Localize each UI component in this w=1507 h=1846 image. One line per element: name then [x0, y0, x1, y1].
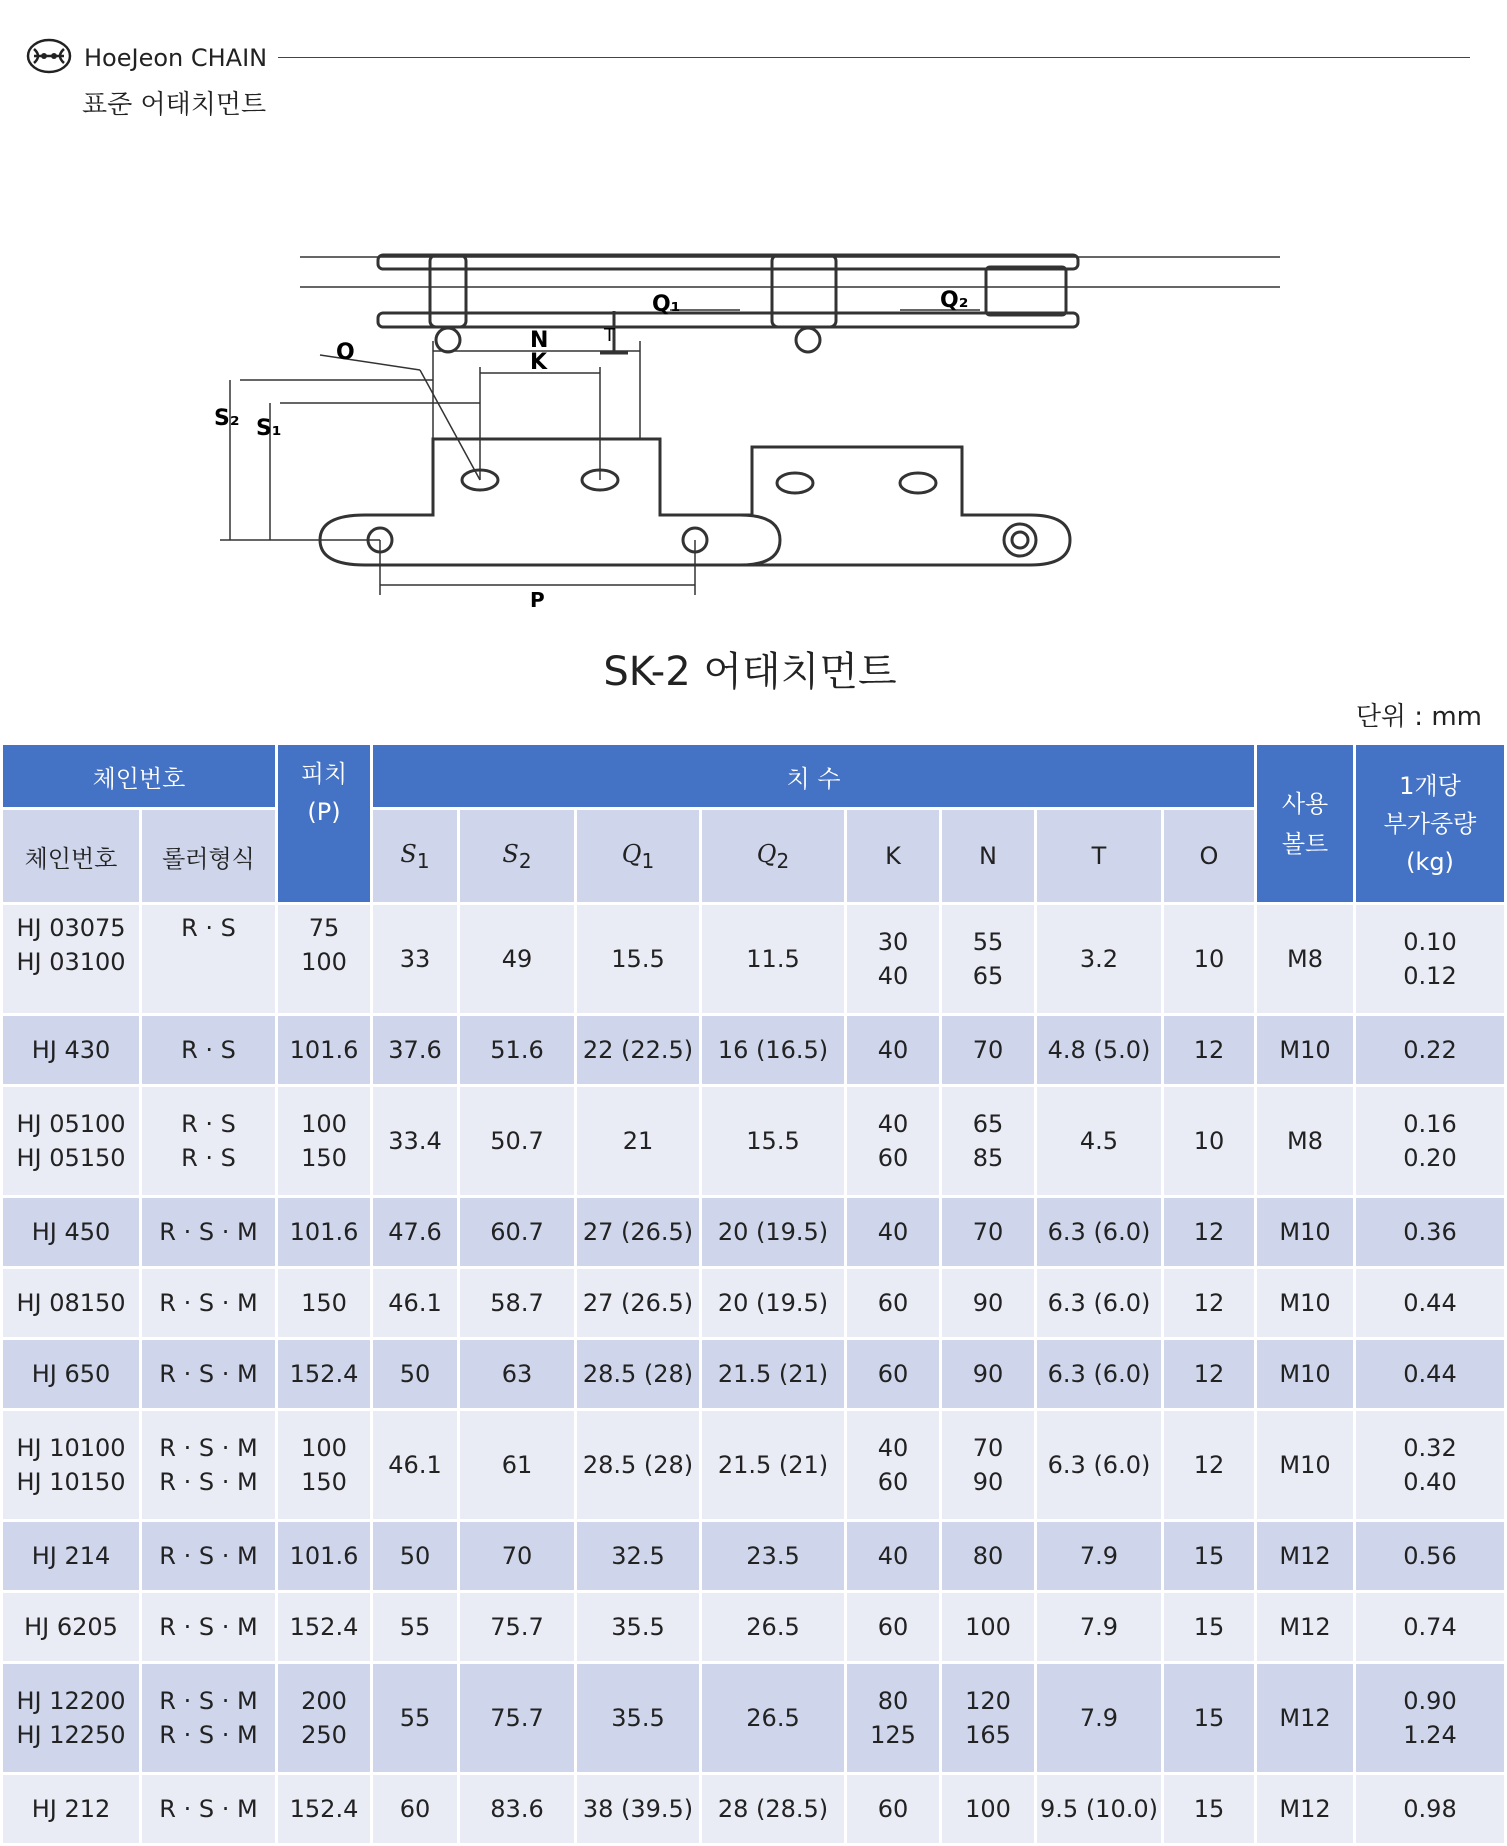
cell-weight: 0.56 — [1356, 1522, 1504, 1590]
cell-bolt: M8 — [1257, 1087, 1353, 1195]
header-bolt: 사용 볼트 — [1257, 745, 1353, 902]
cell-q2: 15.5 — [702, 1087, 844, 1195]
unit-label: 단위 : mm — [1355, 702, 1482, 732]
cell-q1: 28.5 (28) — [577, 1340, 699, 1408]
header-k: K — [847, 810, 939, 902]
label-q1: Q₁ — [652, 292, 681, 317]
cell-q1: 15.5 — [577, 905, 699, 1013]
cell-s2: 61 — [460, 1411, 574, 1519]
table-row — [3, 1269, 1504, 1337]
cell-k: 40 — [847, 1522, 939, 1590]
header-q2-sub: 2 — [776, 848, 790, 873]
cell-bolt: M10 — [1257, 1016, 1353, 1084]
cell-q1: 21 — [577, 1087, 699, 1195]
cell-weight: 0.44 — [1356, 1269, 1504, 1337]
cell-q2: 26.5 — [702, 1664, 844, 1772]
table-row — [3, 1087, 1504, 1195]
cell-weight: 0.74 — [1356, 1593, 1504, 1661]
cell-roller: R · S · M — [142, 1593, 275, 1661]
header-s1 — [373, 810, 457, 902]
cell-pitch: 152.4 — [278, 1340, 370, 1408]
cell-bolt: M12 — [1257, 1522, 1353, 1590]
cell-chain: HJ 05100 HJ 05150 — [3, 1087, 139, 1195]
cell-chain: HJ 650 — [3, 1340, 139, 1408]
cell-pitch: 100 150 — [278, 1087, 370, 1195]
cell-q2: 16 (16.5) — [702, 1016, 844, 1084]
header-n: N — [942, 810, 1034, 902]
header-weight: 1개당 부가중량 (kg) — [1356, 745, 1504, 902]
cell-bolt: M12 — [1257, 1593, 1353, 1661]
cell-roller: R · S · M R · S · M — [142, 1411, 275, 1519]
cell-k: 40 60 — [847, 1411, 939, 1519]
cell-t: 4.5 — [1037, 1087, 1161, 1195]
cell-roller: R · S · M — [142, 1775, 275, 1843]
cell-k: 40 60 — [847, 1087, 939, 1195]
cell-weight: 0.90 1.24 — [1356, 1664, 1504, 1772]
cell-roller: R · S · M — [142, 1269, 275, 1337]
header-q1-label: Q — [621, 839, 642, 868]
cell-chain: HJ 10100 HJ 10150 — [3, 1411, 139, 1519]
cell-n: 90 — [942, 1340, 1034, 1408]
cell-o: 12 — [1164, 1269, 1254, 1337]
cell-s1: 47.6 — [373, 1198, 457, 1266]
spec-table-body — [3, 905, 1504, 1843]
cell-t: 3.2 — [1037, 905, 1161, 1013]
table-row — [3, 1664, 1504, 1772]
cell-q2: 21.5 (21) — [702, 1411, 844, 1519]
spec-table — [0, 742, 1507, 1846]
header-q1-sub: 1 — [641, 848, 655, 873]
cell-weight: 0.10 0.12 — [1356, 905, 1504, 1013]
cell-pitch: 200 250 — [278, 1664, 370, 1772]
cell-t: 7.9 — [1037, 1522, 1161, 1590]
cell-q2: 26.5 — [702, 1593, 844, 1661]
cell-pitch: 101.6 — [278, 1522, 370, 1590]
cell-pitch: 100 150 — [278, 1411, 370, 1519]
cell-s2: 49 — [460, 905, 574, 1013]
cell-chain: HJ 08150 — [3, 1269, 139, 1337]
cell-q1: 28.5 (28) — [577, 1411, 699, 1519]
side-view — [220, 341, 1070, 595]
cell-weight: 0.32 0.40 — [1356, 1411, 1504, 1519]
cell-q2: 11.5 — [702, 905, 844, 1013]
cell-chain: HJ 450 — [3, 1198, 139, 1266]
cell-bolt: M10 — [1257, 1340, 1353, 1408]
cell-weight: 0.22 — [1356, 1016, 1504, 1084]
header-chain-no: 체인번호 — [3, 810, 139, 902]
cell-s1: 46.1 — [373, 1269, 457, 1337]
cell-pitch: 101.6 — [278, 1198, 370, 1266]
label-k: K — [530, 350, 548, 375]
cell-o: 15 — [1164, 1593, 1254, 1661]
cell-s2: 51.6 — [460, 1016, 574, 1084]
cell-roller: R · S · M — [142, 1522, 275, 1590]
header-s1-label: S — [400, 839, 417, 868]
brand-name: HoeJeon CHAIN — [84, 44, 268, 72]
header-pitch — [278, 745, 370, 902]
cell-q1: 35.5 — [577, 1664, 699, 1772]
cell-s1: 33 — [373, 905, 457, 1013]
header-pitch-symbol: (P) — [307, 798, 341, 826]
cell-weight: 0.36 — [1356, 1198, 1504, 1266]
cell-s1: 50 — [373, 1340, 457, 1408]
cell-t: 4.8 (5.0) — [1037, 1016, 1161, 1084]
chain-logo-icon — [26, 38, 72, 74]
cell-o: 12 — [1164, 1198, 1254, 1266]
header-t: T — [1037, 810, 1161, 902]
cell-k: 30 40 — [847, 905, 939, 1013]
cell-n: 70 — [942, 1016, 1034, 1084]
cell-roller: R · S · M R · S · M — [142, 1664, 275, 1772]
cell-pitch: 150 — [278, 1269, 370, 1337]
cell-o: 15 — [1164, 1775, 1254, 1843]
cell-bolt: M8 — [1257, 905, 1353, 1013]
cell-q2: 23.5 — [702, 1522, 844, 1590]
cell-q1: 27 (26.5) — [577, 1198, 699, 1266]
cell-s2: 75.7 — [460, 1593, 574, 1661]
cell-n: 100 — [942, 1593, 1034, 1661]
cell-s1: 60 — [373, 1775, 457, 1843]
header-s2-sub: 2 — [518, 848, 532, 873]
cell-q1: 35.5 — [577, 1593, 699, 1661]
cell-o: 12 — [1164, 1016, 1254, 1084]
cell-bolt: M12 — [1257, 1775, 1353, 1843]
cell-t: 6.3 (6.0) — [1037, 1198, 1161, 1266]
cell-k: 40 — [847, 1198, 939, 1266]
table-row — [3, 1593, 1504, 1661]
cell-o: 12 — [1164, 1340, 1254, 1408]
header-s2 — [460, 810, 574, 902]
cell-chain: HJ 214 — [3, 1522, 139, 1590]
cell-weight: 0.16 0.20 — [1356, 1087, 1504, 1195]
cell-roller: R · S R · S — [142, 1087, 275, 1195]
cell-chain: HJ 12200 HJ 12250 — [3, 1664, 139, 1772]
cell-q1: 27 (26.5) — [577, 1269, 699, 1337]
header-q1 — [577, 810, 699, 902]
cell-chain: HJ 212 — [3, 1775, 139, 1843]
header-q2 — [702, 810, 844, 902]
table-row — [3, 1775, 1504, 1843]
top-view — [300, 255, 1280, 353]
cell-s2: 70 — [460, 1522, 574, 1590]
page-subtitle: 표준 어태치먼트 — [82, 90, 267, 120]
table-row — [3, 1411, 1504, 1519]
cell-roller: R · S · M — [142, 1198, 275, 1266]
figure-caption: SK-2 어태치먼트 — [603, 649, 897, 695]
cell-s1: 46.1 — [373, 1411, 457, 1519]
header-dimensions: 치 수 — [373, 745, 1254, 807]
label-s1: S₁ — [256, 416, 282, 441]
cell-s2: 83.6 — [460, 1775, 574, 1843]
cell-n: 55 65 — [942, 905, 1034, 1013]
cell-bolt: M12 — [1257, 1664, 1353, 1772]
header-chain-group: 체인번호 — [3, 745, 275, 807]
cell-t: 6.3 (6.0) — [1037, 1269, 1161, 1337]
cell-pitch: 152.4 — [278, 1593, 370, 1661]
page-header — [0, 0, 1500, 120]
table-row — [3, 1522, 1504, 1590]
cell-o: 10 — [1164, 905, 1254, 1013]
cell-s2: 60.7 — [460, 1198, 574, 1266]
cell-o: 10 — [1164, 1087, 1254, 1195]
cell-s1: 55 — [373, 1593, 457, 1661]
table-row — [3, 1340, 1504, 1408]
cell-chain: HJ 6205 — [3, 1593, 139, 1661]
cell-o: 12 — [1164, 1411, 1254, 1519]
cell-chain: HJ 03075 HJ 03100 — [3, 905, 139, 1013]
cell-k: 60 — [847, 1269, 939, 1337]
label-s2: S₂ — [214, 406, 240, 431]
cell-o: 15 — [1164, 1664, 1254, 1772]
cell-n: 80 — [942, 1522, 1034, 1590]
label-t: T — [604, 325, 615, 346]
cell-n: 100 — [942, 1775, 1034, 1843]
cell-pitch: 152.4 — [278, 1775, 370, 1843]
cell-k: 60 — [847, 1340, 939, 1408]
cell-s1: 33.4 — [373, 1087, 457, 1195]
header-pitch-label: 피치 — [300, 760, 348, 788]
table-row — [3, 905, 1504, 1013]
cell-k: 60 — [847, 1775, 939, 1843]
cell-q2: 20 (19.5) — [702, 1269, 844, 1337]
cell-pitch: 75 100 — [278, 905, 370, 1013]
label-q2: Q₂ — [940, 288, 969, 313]
header-q2-label: Q — [756, 839, 777, 868]
cell-s1: 50 — [373, 1522, 457, 1590]
table-row — [3, 1198, 1504, 1266]
cell-weight: 0.44 — [1356, 1340, 1504, 1408]
cell-n: 70 — [942, 1198, 1034, 1266]
cell-roller: R · S · M — [142, 1340, 275, 1408]
cell-bolt: M10 — [1257, 1198, 1353, 1266]
cell-s1: 37.6 — [373, 1016, 457, 1084]
cell-q2: 20 (19.5) — [702, 1198, 844, 1266]
cell-bolt: M10 — [1257, 1269, 1353, 1337]
header-roller-type: 롤러형식 — [142, 810, 275, 902]
cell-pitch: 101.6 — [278, 1016, 370, 1084]
header-divider — [278, 57, 1470, 58]
cell-o: 15 — [1164, 1522, 1254, 1590]
cell-n: 70 90 — [942, 1411, 1034, 1519]
cell-s2: 63 — [460, 1340, 574, 1408]
cell-t: 7.9 — [1037, 1593, 1161, 1661]
cell-n: 120 165 — [942, 1664, 1034, 1772]
label-p: P — [530, 588, 545, 612]
cell-q1: 38 (39.5) — [577, 1775, 699, 1843]
cell-roller: R · S — [142, 1016, 275, 1084]
cell-k: 60 — [847, 1593, 939, 1661]
cell-n: 90 — [942, 1269, 1034, 1337]
cell-t: 7.9 — [1037, 1664, 1161, 1772]
label-n: N — [530, 328, 549, 353]
header-o: O — [1164, 810, 1254, 902]
cell-t: 6.3 (6.0) — [1037, 1411, 1161, 1519]
cell-q1: 32.5 — [577, 1522, 699, 1590]
cell-weight: 0.98 — [1356, 1775, 1504, 1843]
cell-chain: HJ 430 — [3, 1016, 139, 1084]
cell-s2: 58.7 — [460, 1269, 574, 1337]
cell-q2: 28 (28.5) — [702, 1775, 844, 1843]
cell-k: 80 125 — [847, 1664, 939, 1772]
cell-bolt: M10 — [1257, 1411, 1353, 1519]
attachment-drawing — [214, 215, 1320, 615]
cell-t: 9.5 (10.0) — [1037, 1775, 1161, 1843]
cell-k: 40 — [847, 1016, 939, 1084]
cell-s2: 75.7 — [460, 1664, 574, 1772]
table-row — [3, 1016, 1504, 1084]
header-s1-sub: 1 — [416, 848, 430, 873]
cell-n: 65 85 — [942, 1087, 1034, 1195]
header-s2-label: S — [502, 839, 519, 868]
cell-s2: 50.7 — [460, 1087, 574, 1195]
label-o: O — [336, 340, 355, 365]
cell-s1: 55 — [373, 1664, 457, 1772]
cell-t: 6.3 (6.0) — [1037, 1340, 1161, 1408]
cell-q2: 21.5 (21) — [702, 1340, 844, 1408]
cell-q1: 22 (22.5) — [577, 1016, 699, 1084]
cell-roller: R · S — [142, 905, 275, 1013]
